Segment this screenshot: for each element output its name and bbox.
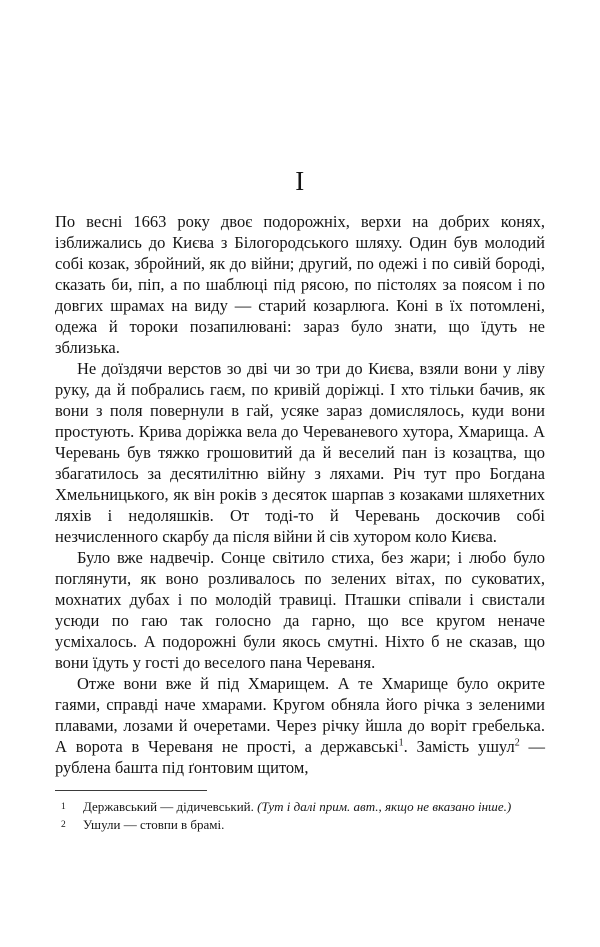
paragraph-4-segment: Отже вони вже й під Хмарищем. А те Хмарище було окрите гаями, справді наче хмарами. Кругом обняла його річка з зеленими плавами, лозами й очеретами. Через річку йшла до воріт гребелька. А ворота в Череваня не прості, а державські xyxy=(55,674,545,756)
footnote-2 xyxy=(55,816,545,834)
text-block xyxy=(55,0,545,834)
footnote-1-text: Державський — дідичевський. xyxy=(83,799,258,814)
footnotes-section xyxy=(55,790,545,834)
footnote-2-marker: 2 xyxy=(61,820,66,830)
footnote-separator xyxy=(55,790,207,791)
chapter-heading: I xyxy=(295,166,305,196)
paragraph-2: Не доїздячи верстов зо дві чи зо три до Києва, взяли вони у ліву руку, да й побрались гаєм, по кривій доріжці. І хто тільки бачив, як вони з поля повернули в гай, усяке зараз домислялось, куди вони простують. Крива доріжка вела до Череваневого хутора, Хмарища. А Черевань був тяжко грошовитий да й веселий пан із козацтва, що збагатилось за десятилітню війну з ляхами. Річ тут про Богдана Хмельницького, як він років з десяток шарпав з козаками шляхетних ляхів і недоляшків. От тоді-то й Черевань доскочив собі незчисленного скарбу да після війни й сів хутором коло Києва. xyxy=(55,359,545,546)
footnote-ref-2: 2 xyxy=(514,737,520,749)
footnote-2-text: Ушули — стовпи в брамі. xyxy=(83,817,225,832)
footnote-ref-1: 1 xyxy=(398,737,404,749)
footnote-1-italic-text: (Тут і далі прим. авт., якщо не вказано інше.) xyxy=(257,799,512,814)
paragraph-4-segment: . Замість ушул xyxy=(403,737,515,756)
paragraph-4-segment: — рублена башта під ґонтовим щитом, xyxy=(55,737,546,777)
paragraph-3: Було вже надвечір. Сонце світило стиха, без жари; і любо було поглянути, як воно розливалось по зелених вітах, по суковатих, мохнатих дубах і по молодій травиці. Пташки співали і свистали усюди по гаю так голосно да гарно, що все кругом неначе усміхалось. А подорожні були якось смутні. Ніхто б не сказав, що вони їдуть у гості до веселого пана Череваня. xyxy=(55,548,545,672)
paragraph-1: По весні 1663 року двоє подорожніх, верхи на добрих конях, ізближались до Києва з Білогородського шляху. Один був молодий собі козак, збройний, як до війни; другий, по одежі і по сивій бороді, сказать би, піп, а по шаблюці під рясою, по пістолях за поясом і по довгих шрамах на виду — старий козарлюга. Коні в їх потомлені, одежа й тороки позапилювані: зараз було знати, що їдуть не зблизька. xyxy=(55,212,545,357)
body-text xyxy=(55,211,545,778)
paragraph-4 xyxy=(55,673,545,778)
footnote-1-marker: 1 xyxy=(61,802,66,812)
footnote-1 xyxy=(55,798,545,816)
